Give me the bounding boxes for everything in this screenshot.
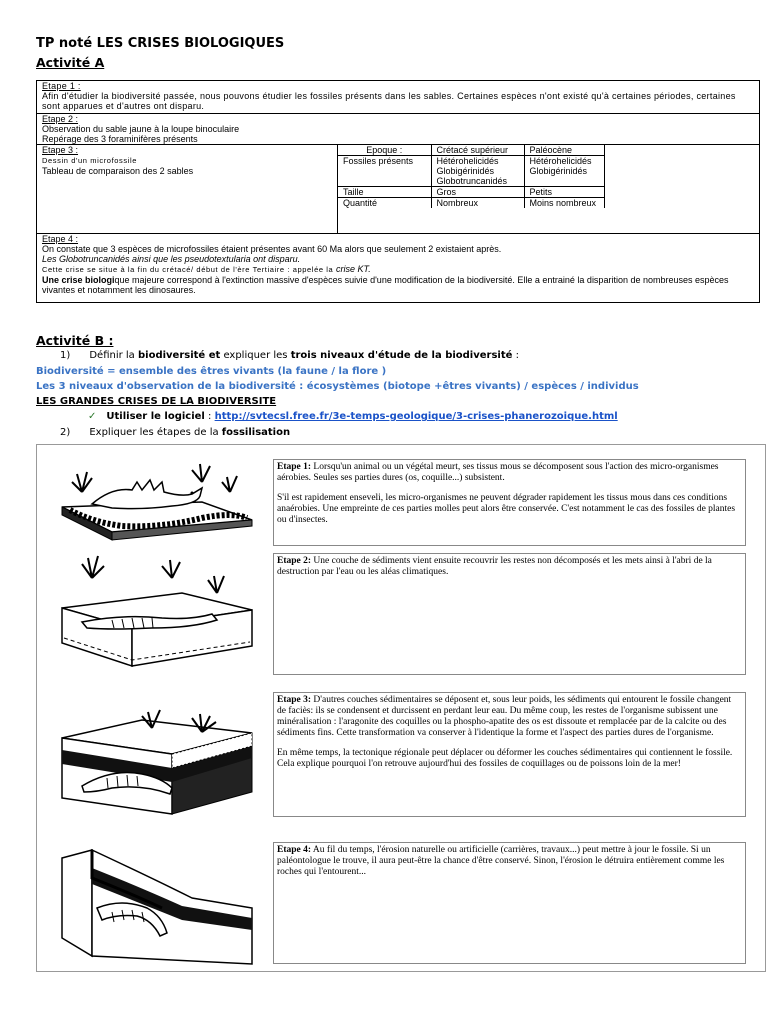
fossil-stage-4-illustration	[52, 838, 259, 966]
etape4-line4-bold: Une crise biologi	[42, 275, 115, 285]
etape2-line2: Repérage des 3 foraminifères présents	[42, 134, 198, 144]
software-separator: :	[204, 411, 215, 422]
document-title: TP noté LES CRISES BIOLOGIQUES	[36, 36, 285, 51]
etape2-row	[37, 114, 760, 145]
activity-a-table	[36, 80, 760, 303]
software-label: Utiliser le logiciel	[106, 411, 205, 422]
etape3-label: Etape 3 :	[42, 145, 79, 155]
table-cell: Hétérohelicidés Globigérinidés	[524, 156, 604, 187]
table-cell: Quantité	[338, 198, 431, 209]
fossil-stage-1-illustration	[52, 452, 259, 542]
table-cell: Crétacé supérieur	[431, 145, 524, 156]
etape1-row	[37, 81, 760, 114]
step-text: Lorsqu'un animal ou un végétal meurt, ses tissus mous se décomposent sous l'action des micro-organismes aérobies. Seules ses parties dures (os, coquille...) subsistent.	[277, 462, 719, 483]
q1-text-e: :	[512, 350, 519, 361]
step-text: D'autres couches sédimentaires se déposent et, sous leur poids, les sédiments qui entourent le fossile changent de faciès: ils se condensent et durcissent en perdant leur eau. Du même coup, les restes de l'organisme subissent une minéralisation : l'aragonite des coquilles ou la phospho-apatite des os est dissoute et remplacée par de la calcite ou des sédiments fins. Cette transformation va conserver à l'identique la forme et l'aspect des parties dures de l'organisme.	[277, 695, 732, 738]
table-cell: Epoque :	[338, 145, 431, 156]
fossil-step-4	[273, 842, 746, 964]
sand-comparison-table	[338, 145, 759, 208]
fossil-step-3	[273, 692, 746, 817]
table-cell: Fossiles présents	[338, 156, 431, 187]
etape1-label: Etape 1 :	[42, 81, 81, 91]
step-label: Etape 2:	[277, 556, 312, 566]
question-1	[60, 350, 519, 361]
question-2	[60, 427, 290, 438]
etape3-line1: Dessin d'un microfossile	[42, 156, 138, 165]
step-label: Etape 1:	[277, 462, 312, 472]
table-cell: Moins nombreux	[524, 198, 604, 209]
step-text: Une couche de sédiments vient ensuite recouvrir les restes non décomposés et les mets ainsi à l'abri de la destruction par l'eau ou les aléas climatiques.	[277, 556, 712, 577]
q2-number: 2)	[60, 427, 71, 438]
q2-text-b: fossilisation	[221, 427, 291, 438]
q1-text-b: biodiversité et	[138, 350, 221, 361]
activity-b-heading: Activité B :	[36, 333, 114, 348]
etape2-label: Etape 2 :	[42, 114, 79, 124]
q2-text-a: Expliquer les étapes de la	[89, 427, 222, 438]
etape2-line1: Observation du sable jaune à la loupe binoculaire	[42, 124, 240, 134]
crise-kt: crise KT.	[336, 264, 371, 274]
etape4-row	[37, 234, 760, 303]
etape4-line4: que majeure correspond à l'extinction massive d'espèces suivie d'une modification de la biodiversité. Elle a entrainé la disparition de nombreuses espèces vivantes et notamment les dinosaures.	[42, 275, 729, 295]
step-label: Etape 4:	[277, 845, 312, 855]
fossil-step-2	[273, 553, 746, 675]
biodiversity-definition: Biodiversité = ensemble des êtres vivants (la faune / la flore )	[36, 366, 387, 377]
fossil-stage-2-illustration	[52, 548, 259, 672]
table-cell: Nombreux	[431, 198, 524, 209]
crises-heading: LES GRANDES CRISES DE LA BIODIVERSITE	[36, 396, 277, 407]
checkmark-icon: ✓	[88, 411, 97, 422]
fossil-stage-3-illustration	[52, 688, 259, 816]
step-label: Etape 3:	[277, 695, 312, 705]
q1-text-c: expliquer les	[220, 350, 291, 361]
etape4-line2: Les Globotruncanidés ainsi que les pseudotextularia ont disparu.	[42, 254, 301, 264]
etape4-line3: Cette crise se situe à la fin du crétacé/ début de l'ère Tertiaire : appelée la	[42, 265, 337, 274]
software-link[interactable]: http://svtecsl.free.fr/3e-temps-geologique/3-crises-phanerozoique.html	[214, 411, 618, 422]
table-cell: Gros	[431, 187, 524, 198]
etape4-line1: On constate que 3 espèces de microfossiles étaient présentes avant 60 Ma alors que seulement 2 existaient après.	[42, 244, 502, 254]
table-cell: Petits	[524, 187, 604, 198]
biodiversity-levels: Les 3 niveaux d'observation de la biodiversité : écosystèmes (biotope +êtres vivants) / espèces / individus	[36, 381, 639, 392]
q1-text-a: Définir la	[89, 350, 138, 361]
etape3-row	[37, 145, 760, 234]
step-text-2: En même temps, la tectonique régionale peut déplacer ou déformer les couches sédimentaires qui contiennent le fossile. Cela explique pourquoi l'on retrouve aujourd'hui des fossiles de coquillages ou de poissons loin de la mer!	[277, 748, 733, 769]
table-cell: Hétérohelicidés Globigérinidés Globotruncanidés	[431, 156, 524, 187]
etape4-label: Etape 4 :	[42, 234, 79, 244]
software-line	[88, 411, 618, 422]
step-text: Au fil du temps, l'érosion naturelle ou artificielle (carrières, travaux...) peut mettre à jour le fossile. Si un paléontologue le trouve, il aura peut-être la chance d'être conservé. Sinon, l'érosion le détruira entièrement comme les roches qui l'entourent...	[277, 845, 725, 877]
q1-number: 1)	[60, 350, 71, 361]
q1-text-d: trois niveaux d'étude de la biodiversité	[290, 350, 513, 361]
table-cell: Paléocène	[524, 145, 604, 156]
step-text-2: S'il est rapidement enseveli, les micro-organismes ne peuvent dégrader rapidement les tissus mous dans ces conditions anaérobies. Une empreinte de ces parties molles peut alors être conservée. C'est notamment le cas des fossiles de plantes ou d'insectes.	[277, 493, 736, 525]
fossil-step-1	[273, 459, 746, 546]
table-cell: Taille	[338, 187, 431, 198]
etape3-line2: Tableau de comparaison des 2 sables	[42, 166, 194, 176]
activity-a-heading: Activité A	[36, 55, 105, 70]
etape1-text: Afin d'étudier la biodiversité passée, nous pouvons étudier les fossiles présents dans les sables. Certaines espèces n'ont existé qu'à certaines périodes, certaines sont apparues et d'autres ont disparu.	[42, 91, 736, 111]
